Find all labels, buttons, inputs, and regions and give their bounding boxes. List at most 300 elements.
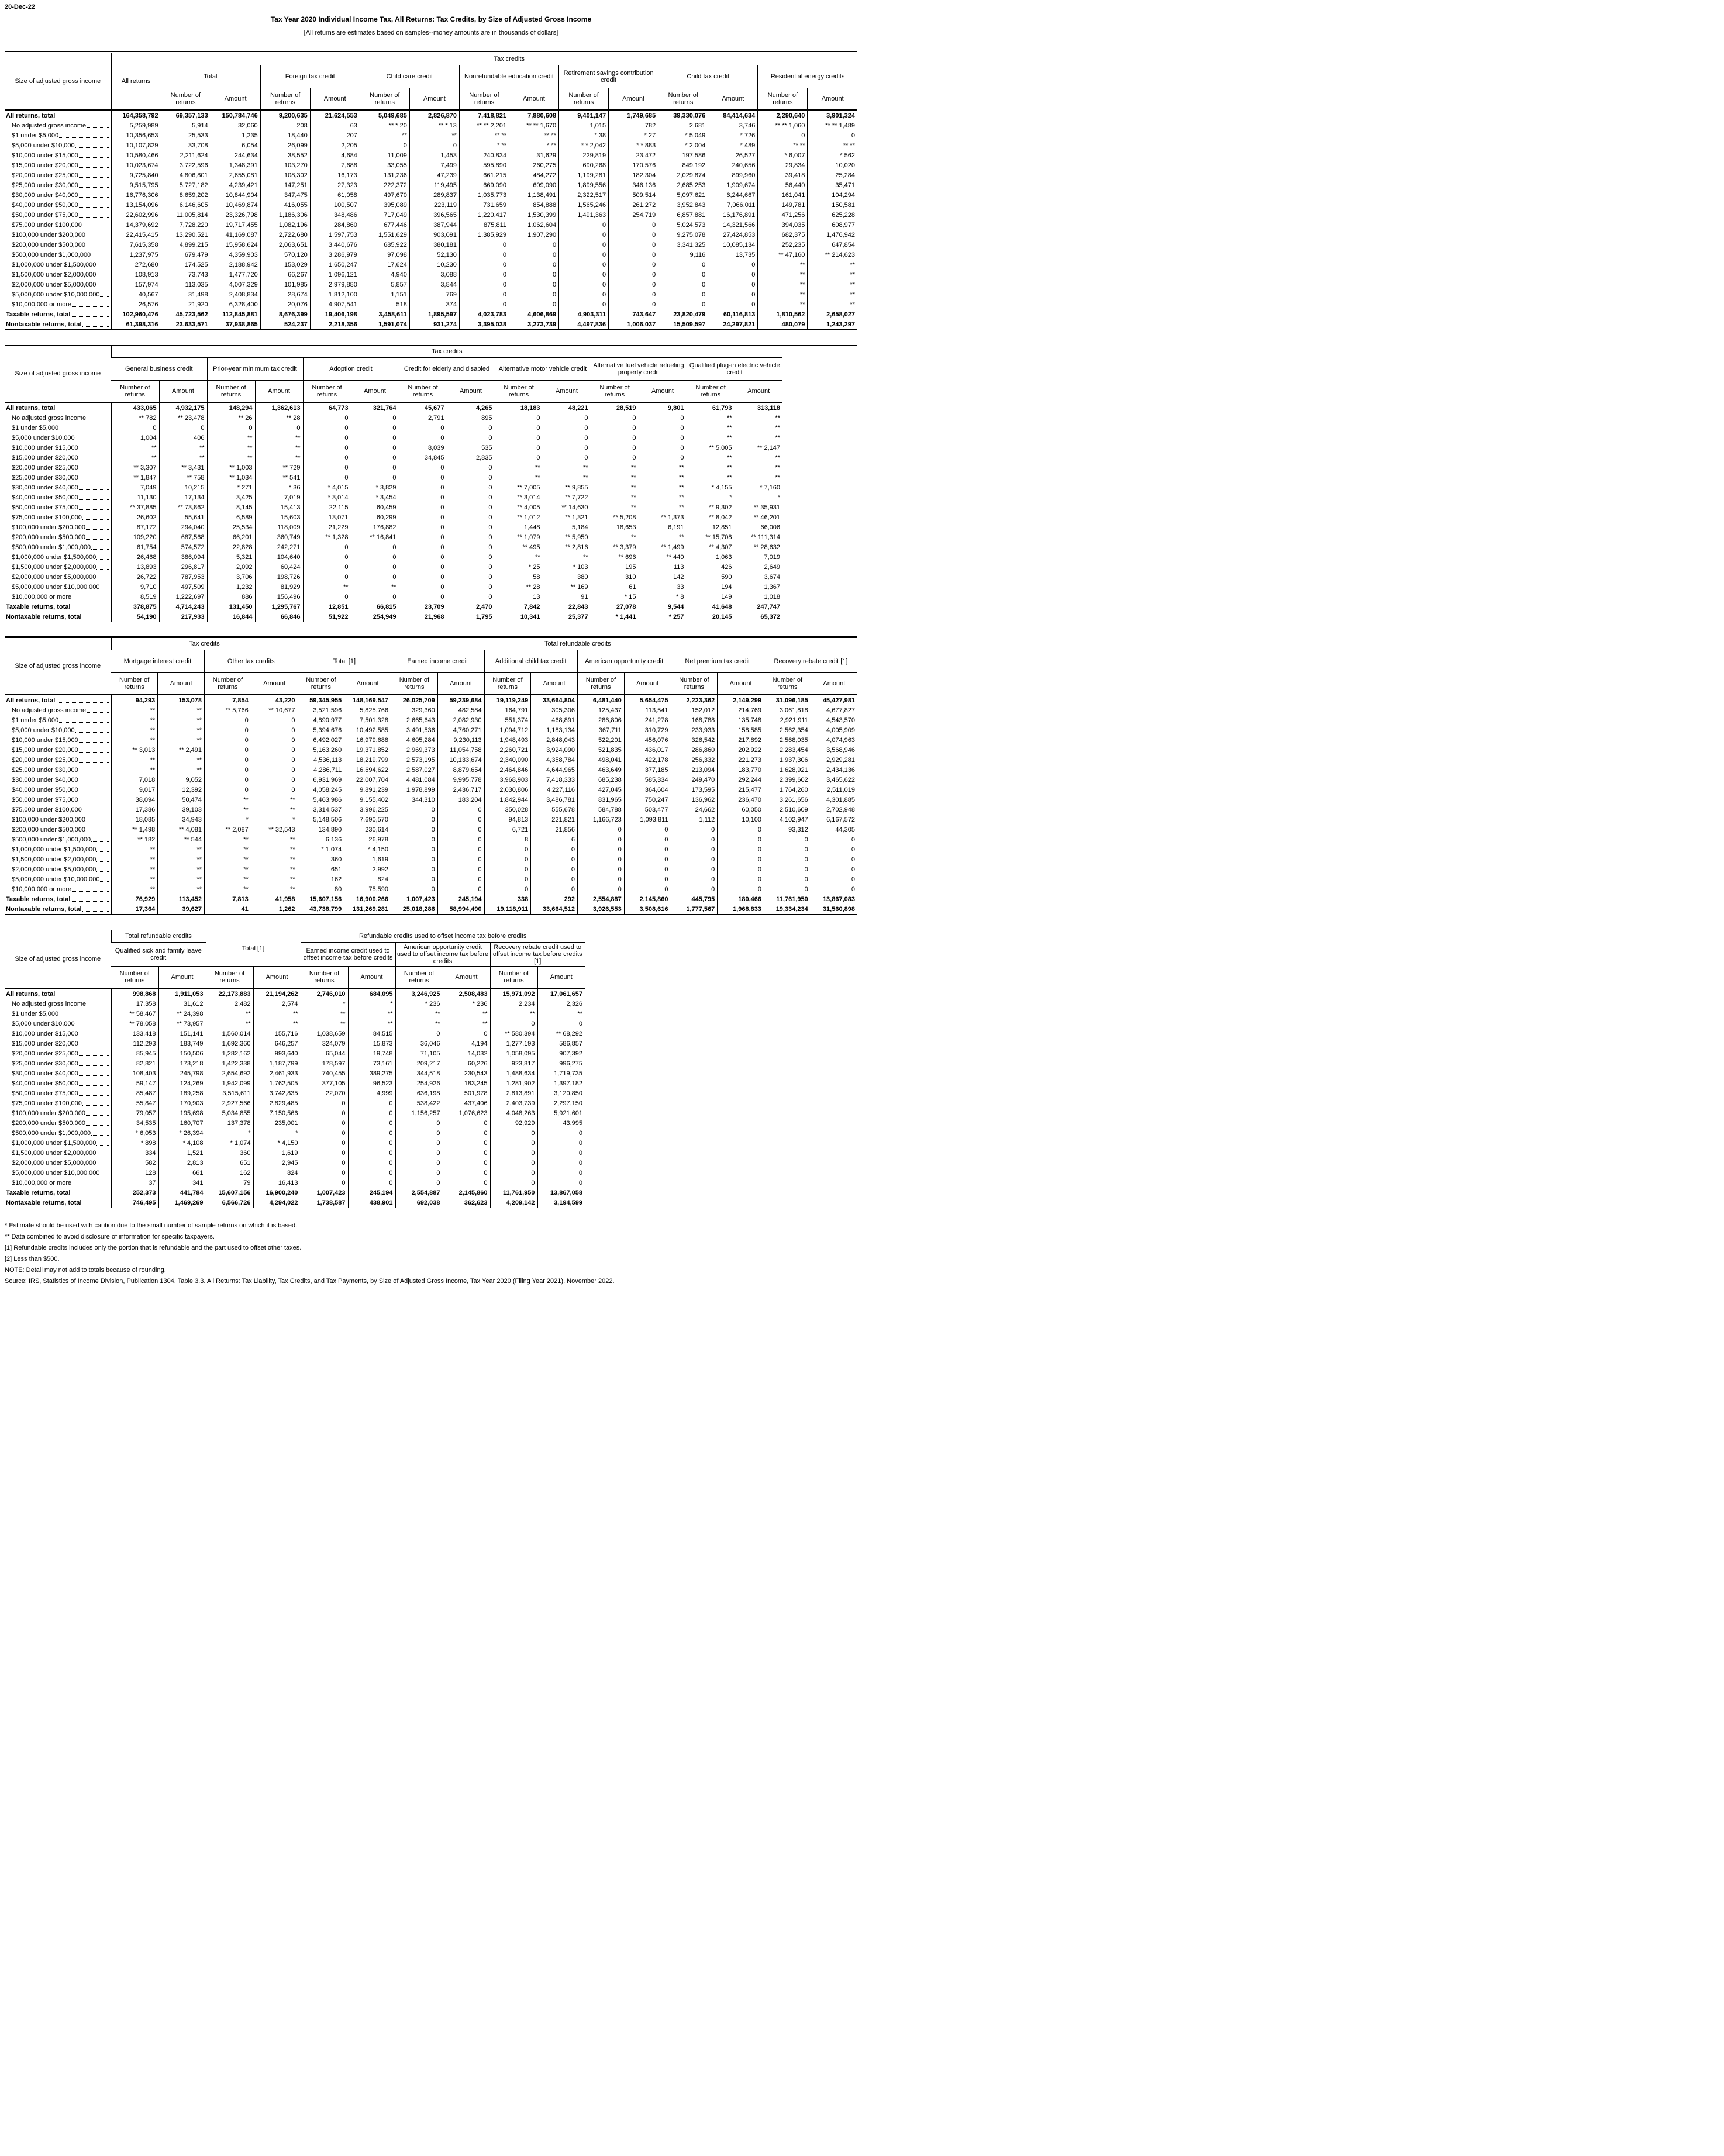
group-header: Total [1] [206,930,301,967]
value-cell: 0 [459,289,509,299]
value-cell: 0 [764,884,811,894]
value-cell: * 36 [255,482,303,492]
value-cell: 9,401,147 [559,110,609,120]
row-label-flex [12,1140,109,1147]
value-cell: 497,670 [360,190,409,200]
value-cell: ** 2,491 [158,745,205,755]
value-cell: 501,978 [443,1088,490,1098]
table-row [5,612,782,622]
value-cell: 10,356,653 [111,130,161,140]
row-label [5,1118,111,1128]
value-cell: * 271 [207,482,255,492]
value-cell: 0 [559,240,609,250]
value-cell: 0 [509,270,559,280]
value-cell: 4,102,947 [764,815,811,825]
value-cell: * 26,394 [158,1128,206,1138]
table-row [5,1168,585,1178]
value-cell: 28,674 [260,289,310,299]
value-cell: 6,146,605 [161,200,211,210]
value-cell: 6,244,667 [708,190,758,200]
value-cell: 0 [609,260,658,270]
value-cell: 636,198 [395,1088,443,1098]
table-row [5,140,857,150]
value-cell: 0 [537,1168,585,1178]
value-cell: 2,470 [447,602,495,612]
value-cell: 0 [443,1029,490,1039]
value-cell: ** [443,1019,490,1029]
value-cell: 1,348,391 [211,160,260,170]
value-cell: 5,259,989 [111,120,161,130]
amount-subheader: Amount [310,88,360,111]
table-4-wrapper [5,929,857,1208]
value-cell: 2,082,930 [437,715,484,725]
number-of-returns-subheader: Number of returns [671,673,718,695]
dotted-leader [59,722,108,723]
table-row [5,765,857,775]
row-label-flex [12,251,109,258]
value-cell: 7,880,608 [509,110,559,120]
value-cell: 1,453 [409,150,459,160]
value-cell: ** 580,394 [490,1029,537,1039]
value-cell: 2,927,566 [206,1098,253,1108]
value-cell: 4,760,271 [437,725,484,735]
value-cell: 0 [509,280,559,289]
value-cell: 256,332 [671,755,718,765]
value-cell: ** [591,472,639,482]
table-row [5,160,857,170]
stub-column-header: Size of adjusted gross income [5,53,111,110]
value-cell: 254,926 [395,1078,443,1088]
value-cell: 0 [609,250,658,260]
value-cell: 79 [206,1178,253,1188]
value-cell: 12,851 [687,522,735,532]
value-cell: 113,541 [624,705,671,715]
row-label-text: No adjusted gross income [12,1000,87,1008]
value-cell: 0 [624,844,671,854]
value-cell: 899,960 [708,170,758,180]
value-cell: 34,845 [399,453,447,463]
value-cell: 849,192 [658,160,708,170]
row-label-flex [12,162,109,169]
value-cell: 0 [348,1118,395,1128]
value-cell: 682,375 [758,230,808,240]
value-cell: 137,378 [206,1118,253,1128]
value-cell: 1,628,921 [764,765,811,775]
value-cell: 2,510,609 [764,805,811,815]
group-header: Alternative fuel vehicle refueling property credit [591,358,687,381]
row-label [5,190,111,200]
value-cell: 0 [447,532,495,542]
row-label-text: $2,000,000 under $5,000,000 [12,865,96,873]
group-header: Child tax credit [658,65,758,88]
value-cell: ** [205,884,251,894]
value-cell: 158,585 [718,725,764,735]
value-cell: ** 16,841 [351,532,399,542]
row-label [5,562,111,572]
value-cell: 1,597,753 [310,230,360,240]
row-label-text: $50,000 under $75,000 [12,211,78,219]
value-cell: ** [543,552,591,562]
number-of-returns-subheader: Number of returns [758,88,808,111]
value-cell: 0 [205,775,251,785]
value-cell: 189,258 [158,1088,206,1098]
value-cell: 147,251 [260,180,310,190]
value-cell: 25,534 [207,522,255,532]
row-label-text: Taxable returns, total [6,603,71,610]
row-label [5,502,111,512]
value-cell: 131,236 [360,170,409,180]
row-label-text: No adjusted gross income [12,414,87,422]
value-cell: ** 5,766 [205,705,251,715]
value-cell: 329,360 [391,705,438,715]
value-cell: 854,888 [509,200,559,210]
value-cell: 209,217 [395,1058,443,1068]
value-cell: 55,847 [111,1098,158,1108]
value-cell: ** 37,885 [111,502,159,512]
value-cell: 0 [708,289,758,299]
value-cell: 0 [348,1168,395,1178]
value-cell: 0 [251,785,298,795]
group-header: Credit for elderly and disabled [399,358,495,381]
value-cell: ** [158,725,205,735]
value-cell: 386,094 [159,552,207,562]
value-cell: ** [251,805,298,815]
value-cell: 0 [591,453,639,463]
value-cell: 44,305 [811,825,857,834]
row-label [5,695,111,705]
value-cell: 207 [310,130,360,140]
row-label-flex [12,806,109,813]
table-row [5,602,782,612]
value-cell: * ** [459,140,509,150]
value-cell: 12,392 [158,785,205,795]
value-cell: ** [395,1019,443,1029]
value-cell: ** 1,321 [543,512,591,522]
row-label-flex [12,291,109,298]
value-cell: ** 729 [255,463,303,472]
value-cell: 2,813,891 [490,1088,537,1098]
value-cell: 2,791 [399,413,447,423]
value-cell: 344,518 [395,1068,443,1078]
value-cell: 4,940 [360,270,409,280]
table-row [5,715,857,725]
value-cell: 135,748 [718,715,764,725]
row-label-flex [12,202,109,209]
number-of-returns-subheader: Number of returns [578,673,625,695]
table-row [5,864,857,874]
value-cell: 97,098 [360,250,409,260]
value-cell: ** 541 [255,472,303,482]
value-cell: 498,041 [578,755,625,765]
value-cell: 522,201 [578,735,625,745]
value-cell: 380,181 [409,240,459,250]
value-cell: 0 [303,562,351,572]
row-label-text: $1 under $5,000 [12,716,59,724]
row-label [5,120,111,130]
value-cell: 3,968,903 [484,775,531,785]
row-label-flex [12,152,109,159]
dotted-leader [86,1115,108,1116]
value-cell: 0 [251,715,298,725]
value-cell: 0 [399,582,447,592]
value-cell: 0 [764,844,811,854]
table-row [5,443,782,453]
value-cell: 13,893 [111,562,159,572]
value-cell: ** 5,208 [591,512,639,522]
row-label [5,1098,111,1108]
value-cell: 21,920 [161,299,211,309]
value-cell: 2,188,942 [211,260,260,270]
value-cell: 433,065 [111,402,159,413]
tax-credits-table-4 [5,930,585,1208]
row-label-text: $25,000 under $30,000 [12,766,78,774]
row-label [5,512,111,522]
footnote: NOTE: Detail may not add to totals because of rounding. [5,1267,166,1274]
value-cell: 3,706 [207,572,255,582]
row-label-flex [12,717,109,724]
row-label [5,864,111,874]
amount-subheader: Amount [443,967,490,989]
value-cell: 4,227,116 [531,785,578,795]
row-label [5,260,111,270]
row-label-text: $10,000,000 or more [12,593,72,601]
table-row [5,755,857,765]
value-cell: 13,867,058 [537,1188,585,1198]
value-cell: 570,120 [260,250,310,260]
value-cell: 0 [443,1178,490,1188]
row-label-text: $1,000,000 under $1,500,000 [12,261,96,268]
row-label-flex [6,603,109,610]
value-cell: 35,471 [808,180,857,190]
table-row [5,904,857,915]
value-cell: 4,286,711 [298,765,344,775]
value-cell: 0 [495,443,543,453]
value-cell: 0 [537,1148,585,1158]
value-cell: 73,161 [348,1058,395,1068]
value-cell: 3,844 [409,280,459,289]
value-cell: 4,677,827 [811,705,857,715]
value-cell: 134,890 [298,825,344,834]
value-cell: ** 4,081 [158,825,205,834]
row-label [5,999,111,1009]
value-cell: 0 [708,270,758,280]
value-cell: 0 [399,463,447,472]
value-cell: 3,286,979 [310,250,360,260]
value-cell: 7,690,570 [344,815,391,825]
value-cell: 445,795 [671,894,718,904]
value-cell: 2,436,717 [437,785,484,795]
row-label-text: $1,500,000 under $2,000,000 [12,563,96,571]
value-cell: 1,007,423 [301,1188,348,1198]
value-cell: 208 [260,120,310,130]
value-cell: ** ** 1,670 [509,120,559,130]
row-label-text: $10,000,000 or more [12,885,72,893]
value-cell: 422,178 [624,755,671,765]
value-cell: 79,057 [111,1108,158,1118]
value-cell: 9,515,795 [111,180,161,190]
row-label-text: $500,000 under $1,000,000 [12,836,91,843]
value-cell: 5,321 [207,552,255,562]
amount-subheader: Amount [158,967,206,989]
row-label-flex [12,494,109,501]
row-label [5,1178,111,1188]
value-cell: 0 [159,423,207,433]
value-cell: 11,005,814 [161,210,211,220]
value-cell: 0 [639,423,687,433]
table-row [5,582,782,592]
value-cell: 17,134 [159,492,207,502]
row-label-text: $40,000 under $50,000 [12,494,78,501]
value-cell: 66,201 [207,532,255,542]
value-cell: ** 4,307 [687,542,735,552]
value-cell: 4,999 [348,1088,395,1098]
row-label [5,894,111,904]
amount-subheader: Amount [624,673,671,695]
value-cell: 3,341,325 [658,240,708,250]
value-cell: 59,239,684 [437,695,484,705]
value-cell: * 4,108 [158,1138,206,1148]
value-cell: 0 [447,502,495,512]
value-cell: 2,702,948 [811,805,857,815]
value-cell: ** [111,453,159,463]
value-cell: 364,604 [624,785,671,795]
value-cell: 0 [559,260,609,270]
row-label-flex [12,1010,109,1017]
dotted-leader [79,499,109,500]
value-cell: 1,692,360 [206,1039,253,1048]
value-cell: 0 [348,1178,395,1188]
value-cell: ** 46,201 [735,512,782,522]
value-cell: 7,066,011 [708,200,758,210]
value-cell: 4,890,977 [298,715,344,725]
value-cell: 38,094 [111,795,158,805]
value-cell: 155,716 [253,1029,301,1039]
table-row [5,1039,585,1048]
value-cell: 84,414,634 [708,110,758,120]
value-cell: 0 [484,864,531,874]
value-cell: 625,228 [808,210,857,220]
value-cell: ** [251,844,298,854]
value-cell: 2,290,640 [758,110,808,120]
value-cell: 215,477 [718,785,764,795]
value-cell: 437,406 [443,1098,490,1108]
amount-subheader: Amount [639,381,687,403]
value-cell: 183,770 [718,765,764,775]
value-cell: ** [159,453,207,463]
value-cell: 12,851 [303,602,351,612]
value-cell: 661 [158,1168,206,1178]
value-cell: 60,226 [443,1058,490,1068]
value-cell: 2,408,834 [211,289,260,299]
value-cell: 1,235 [211,130,260,140]
value-cell: 15,958,624 [211,240,260,250]
value-cell: 1,006,037 [609,319,658,330]
value-cell: ** [251,795,298,805]
value-cell: ** [735,472,782,482]
value-cell: 7,418,333 [531,775,578,785]
value-cell: 0 [447,472,495,482]
value-cell: 1,151 [360,289,409,299]
value-cell: 1,899,556 [559,180,609,190]
value-cell: ** [255,453,303,463]
value-cell: 1,619 [344,854,391,864]
value-cell: 0 [447,562,495,572]
row-label-text: $50,000 under $75,000 [12,1089,78,1097]
value-cell: 0 [437,815,484,825]
value-cell: 0 [351,592,399,602]
row-label [5,299,111,309]
dotted-leader [100,881,108,882]
row-label-flex [12,1020,109,1027]
value-cell: 7,019 [255,492,303,502]
value-cell: 51,922 [303,612,351,622]
row-label-text: $1,000,000 under $1,500,000 [12,1139,96,1147]
value-cell: 183,245 [443,1078,490,1088]
tax-credits-table-1 [5,53,857,330]
value-cell: 10,469,874 [211,200,260,210]
value-cell: 61,058 [310,190,360,200]
value-cell: 2,979,880 [310,280,360,289]
value-cell: 82,821 [111,1058,158,1068]
value-cell: 37 [111,1178,158,1188]
value-cell: 41,169,087 [211,230,260,240]
dotted-leader [82,519,109,520]
value-cell: 0 [399,512,447,522]
row-label [5,230,111,240]
value-cell: 18,440 [260,130,310,140]
value-cell: 56,440 [758,180,808,190]
value-cell: 18,219,799 [344,755,391,765]
value-cell: ** 3,014 [495,492,543,502]
row-label-flex [12,777,109,784]
value-cell: 31,612 [158,999,206,1009]
value-cell: 2,326 [537,999,585,1009]
value-cell: 6,191 [639,522,687,532]
value-cell: 9,801 [639,402,687,413]
row-label [5,289,111,299]
value-cell: 15,603 [255,512,303,522]
value-cell: ** [205,854,251,864]
value-cell: 4,497,836 [559,319,609,330]
value-cell: 19,406,198 [310,309,360,319]
row-label [5,472,111,482]
value-cell: 2,218,356 [310,319,360,330]
row-label-text: $1,500,000 under $2,000,000 [12,271,96,278]
amount-subheader: Amount [708,88,758,111]
table-row [5,522,782,532]
value-cell: 16,844 [207,612,255,622]
row-label-flex [12,1050,109,1057]
value-cell: 173,218 [158,1058,206,1068]
value-cell: 60,116,813 [708,309,758,319]
page-subtitle: [All returns are estimates based on samples--money amounts are in thousands of dollars] [304,29,558,36]
table-row [5,1098,585,1108]
value-cell: 50,474 [158,795,205,805]
value-cell: 1,362,613 [255,402,303,413]
table-row [5,1058,585,1068]
value-cell: 164,791 [484,705,531,715]
row-label-text: $5,000 under $10,000 [12,142,75,149]
value-cell: 0 [578,834,625,844]
value-cell: 1,937,306 [764,755,811,765]
value-cell: ** ** 1,060 [758,120,808,130]
value-cell: 0 [303,443,351,453]
group-header: Residential energy credits [758,65,857,88]
row-label [5,453,111,463]
value-cell: 646,257 [253,1039,301,1048]
value-cell: 221,273 [718,755,764,765]
value-cell: 1,082,196 [260,220,310,230]
